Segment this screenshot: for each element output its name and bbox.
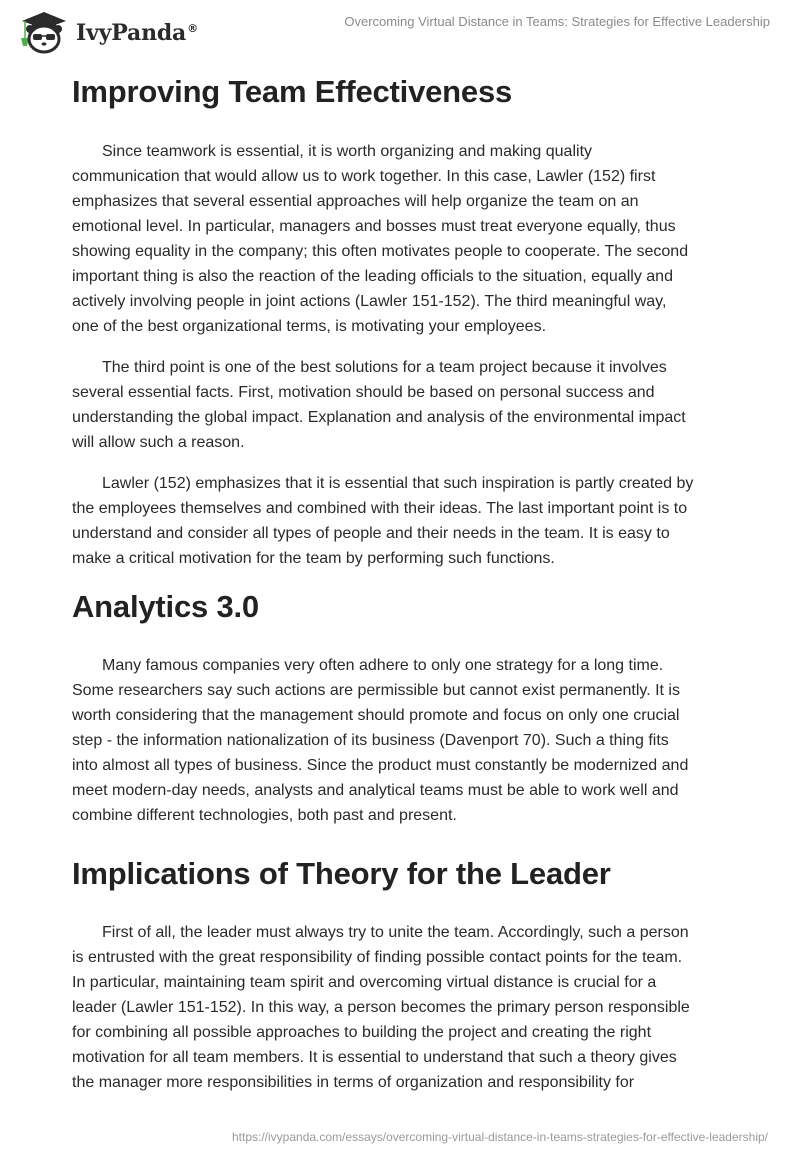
text-line: understand and consider all types of people and their needs in the team. It is easy to <box>72 525 670 542</box>
text-line: Lawler (152) emphasizes that it is essential that such inspiration is partly created by <box>102 475 694 492</box>
brand-name: IvyPanda® <box>76 20 198 46</box>
text-line: Some researchers say such actions are permissible but cannot exist permanently. It is <box>72 682 680 699</box>
document-title: Overcoming Virtual Distance in Teams: Strategies for Effective Leadership <box>344 14 770 29</box>
text-line: emotional level. In particular, managers and bosses must treat everyone equally, thus <box>72 218 676 235</box>
registered-mark: ® <box>187 21 198 35</box>
section-heading: Implications of Theory for the Leader <box>72 856 611 891</box>
text-line: step - the information nationalization of its business (Davenport 70). Such a thing fits <box>72 732 669 749</box>
essay-content <box>72 68 752 1095</box>
text-line: leader (Lawler 151-152). In this way, a person becomes the primary person responsible <box>72 999 690 1016</box>
text-line: the employees themselves and combined with their ideas. The last important point is to <box>72 500 688 517</box>
text-line: emphasizes that several essential approaches will help organize the team on an <box>72 193 639 210</box>
text-line: Many famous companies very often adhere to only one strategy for a long time. <box>102 657 664 674</box>
text-line: Since teamwork is essential, it is worth organizing and making quality <box>102 143 593 160</box>
paragraph <box>72 139 752 339</box>
text-line: the manager more responsibilities in terms of organization and responsibility for <box>72 1074 635 1091</box>
ivypanda-logo-link[interactable] <box>14 8 198 54</box>
text-line: actively involving people in joint actions (Lawler 151-152). The third meaningful way, <box>72 293 667 310</box>
text-line: is entrusted with the great responsibility of finding possible contact points for the team. <box>72 949 683 966</box>
paragraph <box>72 920 752 1095</box>
text-line: make a critical motivation for the team by performing such functions. <box>72 550 555 567</box>
paragraph <box>72 653 752 828</box>
text-line: for combining all possible approaches to building the project and creating the right <box>72 1024 652 1041</box>
text-line: one of the best organizational terms, is motivating your employees. <box>72 318 547 335</box>
text-line: showing equality in the company; this often motivates people to cooperate. The second <box>72 243 689 260</box>
paragraph <box>72 471 752 571</box>
text-line: meet modern-day needs, analysts and analytical teams must be able to work well and <box>72 782 679 799</box>
text-line: worth considering that the management should promote and focus on only one crucial <box>72 707 680 724</box>
text-line: understanding the global impact. Explanation and analysis of the environmental impact <box>72 409 686 426</box>
text-line: First of all, the leader must always try to unite the team. Accordingly, such a person <box>102 924 689 941</box>
page-header <box>0 0 800 56</box>
text-line: In particular, maintaining team spirit and overcoming virtual distance is crucial for a <box>72 974 657 991</box>
section-heading: Analytics 3.0 <box>72 589 259 624</box>
source-url-link[interactable]: https://ivypanda.com/essays/overcoming-virtual-distance-in-teams-strategies-for-effective-leadership/ <box>232 1130 768 1144</box>
text-line: important thing is also the reaction of the leading officials to the situation, equally and <box>72 268 673 285</box>
text-line: several essential facts. First, motivation should be based on personal success and <box>72 384 655 401</box>
text-line: The third point is one of the best solutions for a team project because it involves <box>102 359 667 376</box>
panda-graduate-icon <box>14 8 70 54</box>
text-line: motivation for all team members. It is essential to understand that such a theory gives <box>72 1049 677 1066</box>
text-line: will allow such a reason. <box>72 434 245 451</box>
text-line: combine different technologies, both past and present. <box>72 807 457 824</box>
text-line: into almost all types of business. Since the product must constantly be modernized and <box>72 757 689 774</box>
paragraph <box>72 355 752 455</box>
section-heading: Improving Team Effectiveness <box>72 74 513 109</box>
text-line: communication that would allow us to work together. In this case, Lawler (152) first <box>72 168 656 185</box>
